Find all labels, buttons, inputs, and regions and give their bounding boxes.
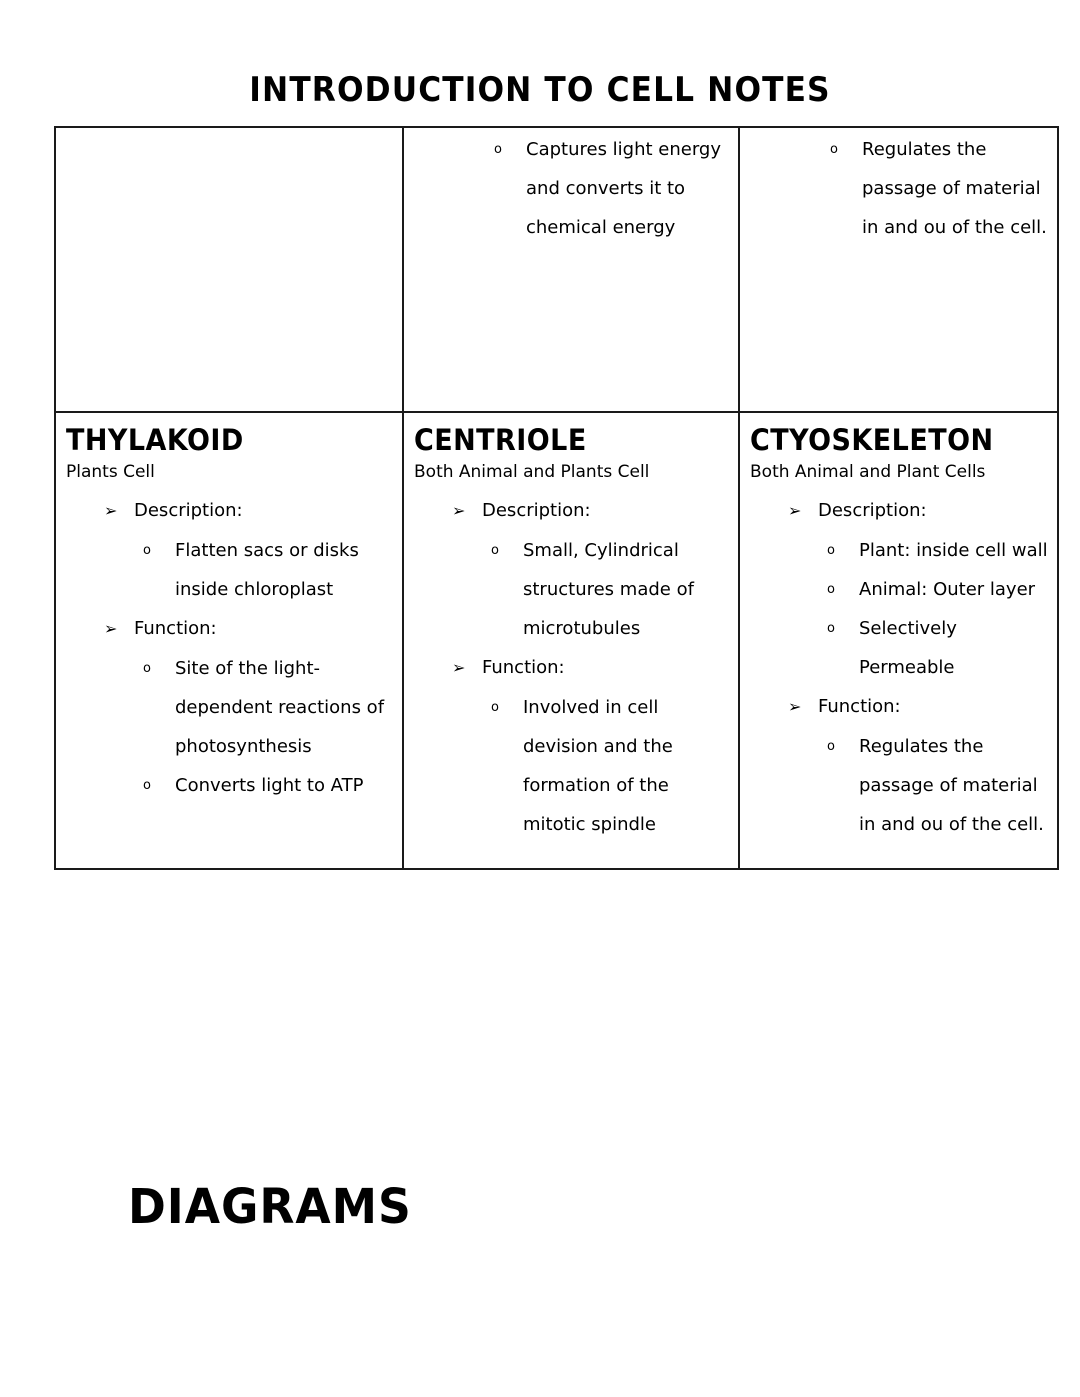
list-item: ➢ Description:: [750, 491, 1049, 530]
circle-bullet-icon: o: [143, 661, 151, 676]
list-item: o Regulates the passage of material in and ou of the cell.: [750, 727, 1049, 844]
circle-bullet-icon: o: [491, 700, 499, 715]
arrow-bullet-icon: ➢: [788, 501, 802, 520]
organelle-heading: CTYOSKELETON: [750, 423, 994, 457]
organelle-heading: CENTRIOLE: [414, 423, 587, 457]
list-item: ➢ Description:: [66, 491, 394, 530]
arrow-bullet-icon: ➢: [104, 501, 118, 520]
list-item: o Flatten sacs or disks inside chloroplast: [66, 531, 394, 609]
list-item: o Converts light to ATP: [66, 766, 394, 805]
list-item: o Selectively Permeable: [750, 609, 1049, 687]
centriole-cell: [403, 412, 739, 869]
page-title: INTRODUCTION TO CELL NOTES: [249, 70, 831, 110]
chloroplast-continuation-cell: [403, 127, 739, 412]
arrow-bullet-icon: ➢: [452, 501, 466, 520]
circle-bullet-icon: o: [491, 543, 499, 558]
list-item: o Involved in cell devision and the formation of the mitotic spindle: [414, 688, 730, 844]
circle-bullet-icon: o: [827, 621, 835, 636]
organelle-subtitle: Both Animal and Plants Cell: [414, 462, 650, 482]
list-item: o Small, Cylindrical structures made of microtubules: [414, 531, 730, 648]
organelle-heading: THYLAKOID: [66, 423, 244, 457]
arrow-bullet-icon: ➢: [452, 658, 466, 677]
list-item: o Plant: inside cell wall: [750, 531, 1049, 570]
arrow-bullet-icon: ➢: [788, 697, 802, 716]
circle-bullet-icon: o: [143, 543, 151, 558]
circle-bullet-icon: o: [827, 543, 835, 558]
list-item: o Site of the light-dependent reactions of photosynthesis: [66, 649, 394, 766]
cell-membrane-continuation-cell: [739, 127, 1058, 412]
circle-bullet-icon: o: [827, 582, 835, 597]
arrow-bullet-icon: ➢: [104, 619, 118, 638]
circle-bullet-icon: o: [494, 142, 502, 157]
thylakoid-cell: [55, 412, 403, 869]
organelle-subtitle: Both Animal and Plant Cells: [750, 462, 986, 482]
list-item: o Animal: Outer layer: [750, 570, 1049, 609]
cytoskeleton-cell: [739, 412, 1058, 869]
diagrams-section-heading: DIAGRAMS: [128, 1179, 412, 1235]
circle-bullet-icon: o: [827, 739, 835, 754]
list-item: o Captures light energy and converts it to chemical energy: [414, 130, 730, 247]
list-item: ➢ Function:: [414, 648, 730, 687]
list-item: ➢ Function:: [66, 609, 394, 648]
list-item: ➢ Description:: [414, 491, 730, 530]
table-row: [55, 412, 1058, 869]
circle-bullet-icon: o: [143, 778, 151, 793]
empty-cell: [55, 127, 403, 412]
circle-bullet-icon: o: [830, 142, 838, 157]
cell-notes-table: [54, 126, 1059, 870]
list-item: o Regulates the passage of material in and ou of the cell.: [750, 130, 1049, 247]
table-row: [55, 127, 1058, 412]
organelle-subtitle: Plants Cell: [66, 462, 155, 482]
list-item: ➢ Function:: [750, 687, 1049, 726]
